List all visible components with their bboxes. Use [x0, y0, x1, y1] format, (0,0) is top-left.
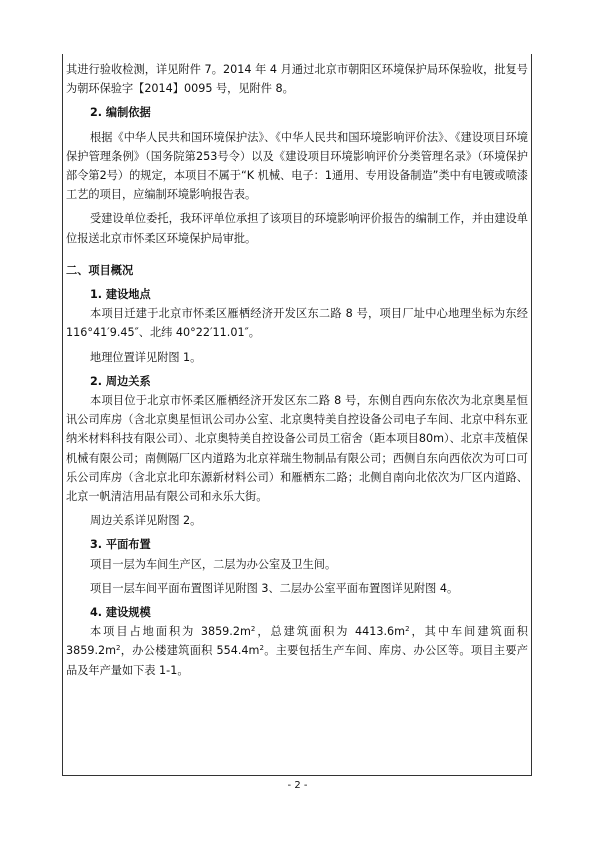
paragraph-commission: 受建设单位委托，我环评单位承担了该项目的环境影响评价报告的编制工作，并由建设单位报送北京市怀柔区环境保护局审批。: [66, 212, 528, 245]
paragraph-surroundings-figure: 周边关系详见附图 2。: [90, 514, 202, 528]
paragraph-acceptance: 其进行验收检测，详见附件 7。2014 年 4 月通过北京市朝阳区环境保护局环保验收，批复号为朝环保验字【2014】0095 号，见附件 8。: [66, 63, 528, 96]
paragraph-location-figure: 地理位置详见附图 1。: [90, 350, 202, 364]
paragraph-scale: 本项目占地面积为 $3859.2m^2$，总建筑面积为 $4413.6m^2$，其中车间建筑面积 $3859.2m^2$，办公楼建筑面积 $554.4m^2$。主要包括生产车间、库房、办公区等。项目主要产品及年产量如下表 1-1。: [66, 625, 528, 677]
paragraph-surroundings: 本项目位于北京市怀柔区雁栖经济开发区东二路 8 号，东侧自西向东依次为北京奥星恒讯公司库房（含北京奥星恒讯公司办公室、北京奥特美自控设备公司电子车间、北京中科东亚纳米材料科技有限公司）、北京奥特美自控设备公司员工宿舍（距本项目80m）、北京丰茂植保机械有限公司；南侧隔厂区内道路为北京祥瑞生物制品有限公司；西侧自东向西依次为可口可乐公司库房（含北京北印东源新材料公司）和雁栖东二路；北侧自南向北依次为厂区内道路、北京一帆清洁用品有限公司和永乐大街。: [66, 394, 528, 504]
heading-construction-site: 1. 建设地点: [90, 288, 151, 302]
heading-project-overview: 二、项目概况: [66, 263, 134, 277]
page-number: - 2 -: [287, 780, 308, 791]
paragraph-location: 本项目迁建于北京市怀柔区雁栖经济开发区东二路 8 号，项目厂址中心地理坐标为东经 116°41′9.45″、北纬 40°22′11.01″。: [66, 307, 528, 340]
heading-floor-layout: 3. 平面布置: [90, 538, 151, 552]
document-body: [66, 60, 528, 680]
paragraph-floors: 项目一层为车间生产区，二层为办公室及卫生间。: [90, 557, 337, 571]
paragraph-floor-figures: 项目一层车间平面布置图详见附图 3、二层办公室平面布置图详见附图 4。: [90, 581, 459, 595]
heading-surroundings: 2. 周边关系: [90, 374, 151, 388]
paragraph-legal-basis: 根据《中华人民共和国环境保护法》、《中华人民共和国环境影响评价法》、《建设项目环境保护管理条例》（国务院第253号令）以及《建设项目环境影响评价分类管理名录》（环境保护部令第2号）的规定，本项目不属于“K 机械、电子：1通用、专用设备制造”类中有电镀或喷漆工艺的项目，应编制环境影响报告表。: [66, 130, 528, 202]
heading-compile-basis: 2. 编制依据: [90, 106, 151, 120]
heading-construction-scale: 4. 建设规模: [90, 606, 151, 620]
